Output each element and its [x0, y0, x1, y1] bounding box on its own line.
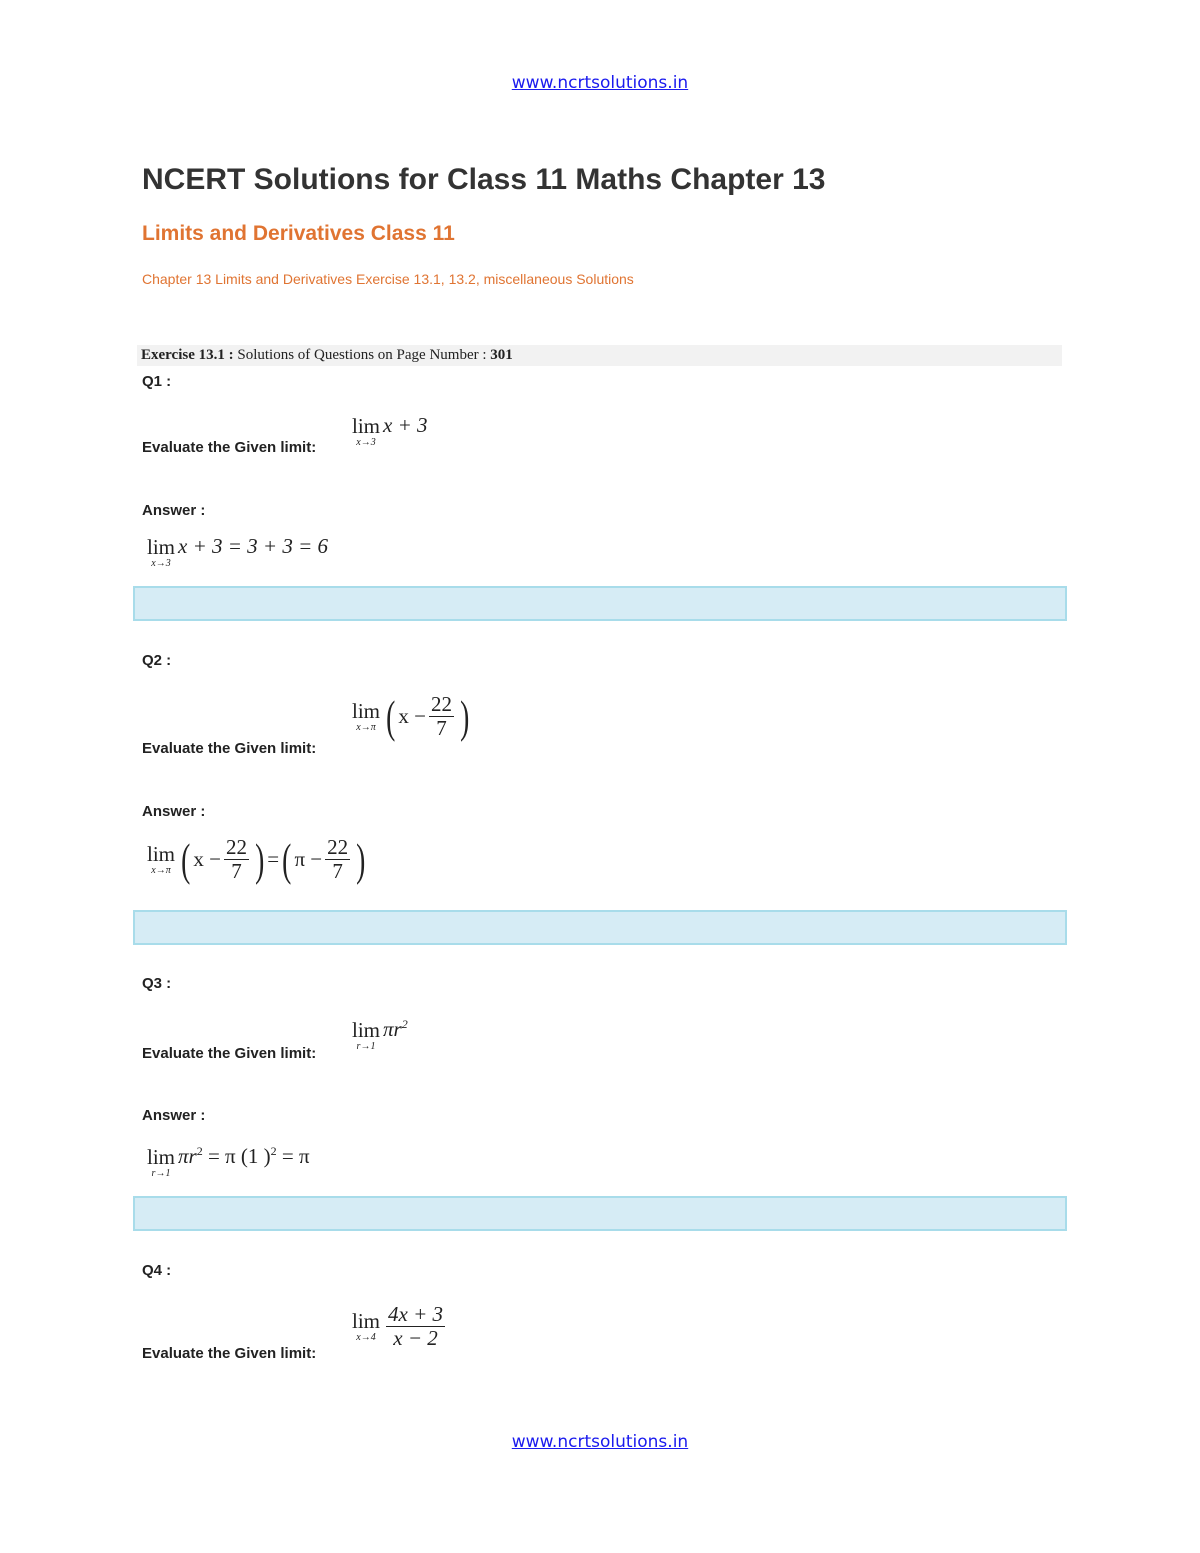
- expr: π −: [294, 847, 323, 872]
- lim: lim: [352, 414, 381, 438]
- exponent: 2: [270, 1143, 277, 1158]
- lim-sub: r→1: [356, 1041, 376, 1052]
- description: Chapter 13 Limits and Derivatives Exercise 13.1, 13.2, miscellaneous Solutions: [142, 271, 634, 287]
- exponent: 2: [401, 1016, 408, 1031]
- expr: x + 3: [383, 412, 428, 437]
- separator-box: [133, 910, 1067, 945]
- answer-formula: [147, 533, 329, 569]
- header-link[interactable]: www.ncrtsolutions.in: [511, 73, 689, 93]
- evaluate-label: Evaluate the Given limit:: [142, 1045, 317, 1062]
- lim: lim: [352, 698, 381, 723]
- numerator: 22: [225, 835, 247, 859]
- answer-label: Answer :: [142, 803, 206, 820]
- evaluate-label: Evaluate the Given limit:: [142, 439, 317, 456]
- question-formula: lim x→π ( x − $\frac{22}{7}$ ): [352, 690, 470, 742]
- answer-formula: lim x→π ( x − $\frac{22}{7}$ ) = ( π − $\frac{22}{7}$ ): [147, 833, 366, 885]
- expr-rest: = π (1 ): [207, 1143, 271, 1168]
- lim-sub: x→π: [356, 721, 376, 733]
- expr: πr: [178, 1143, 197, 1168]
- lim: lim: [352, 1308, 381, 1333]
- expr-end: = π: [281, 1143, 310, 1168]
- exercise-page: 301: [490, 347, 513, 363]
- lim: lim: [147, 1145, 176, 1169]
- question-formula: [352, 1303, 448, 1350]
- footer-link-row: [0, 1432, 1200, 1452]
- lim-sub: x→3: [151, 558, 171, 569]
- lim-sub: x→4: [356, 1331, 376, 1343]
- expr: πr: [383, 1016, 402, 1041]
- header-link-row: [0, 73, 1200, 93]
- question-formula: [352, 1016, 408, 1052]
- footer-link[interactable]: www.ncrtsolutions.in: [511, 1432, 689, 1452]
- lim: lim: [147, 535, 176, 559]
- answer-label: Answer :: [142, 502, 206, 519]
- lim: lim: [352, 1018, 381, 1042]
- numerator: 22: [327, 835, 349, 859]
- question-label: Q2 :: [142, 652, 172, 669]
- exercise-text: Solutions of Questions on Page Number :: [237, 347, 487, 363]
- question-label: Q4 :: [142, 1262, 172, 1279]
- page-title: NCERT Solutions for Class 11 Maths Chapter 13: [142, 163, 826, 196]
- equals: =: [267, 847, 280, 872]
- separator-box: [133, 1196, 1067, 1231]
- denominator: 7: [231, 859, 242, 884]
- separator-box: [133, 586, 1067, 621]
- question-formula: [352, 412, 428, 448]
- expr: x −: [398, 704, 426, 729]
- numerator: 4x + 3: [388, 1302, 444, 1326]
- denominator: 7: [436, 716, 447, 741]
- exponent: 2: [196, 1143, 203, 1158]
- numerator: 22: [430, 692, 452, 716]
- lim-sub: r→1: [151, 1168, 171, 1179]
- evaluate-label: Evaluate the Given limit:: [142, 1345, 317, 1362]
- denominator: x − 2: [393, 1326, 438, 1351]
- lim: lim: [147, 841, 176, 866]
- evaluate-label: Evaluate the Given limit:: [142, 740, 317, 757]
- expr: x + 3 = 3 + 3 = 6: [178, 533, 329, 558]
- lim-sub: x→π: [151, 864, 171, 876]
- question-label: Q1 :: [142, 373, 172, 390]
- question-label: Q3 :: [142, 975, 172, 992]
- lim-sub: x→3: [356, 437, 376, 448]
- exercise-bar: [137, 345, 1062, 366]
- denominator: 7: [332, 859, 343, 884]
- answer-label: Answer :: [142, 1107, 206, 1124]
- expr: x −: [193, 847, 221, 872]
- exercise-label: Exercise 13.1 :: [141, 347, 234, 363]
- subtitle: Limits and Derivatives Class 11: [142, 222, 455, 245]
- answer-formula: [147, 1143, 310, 1179]
